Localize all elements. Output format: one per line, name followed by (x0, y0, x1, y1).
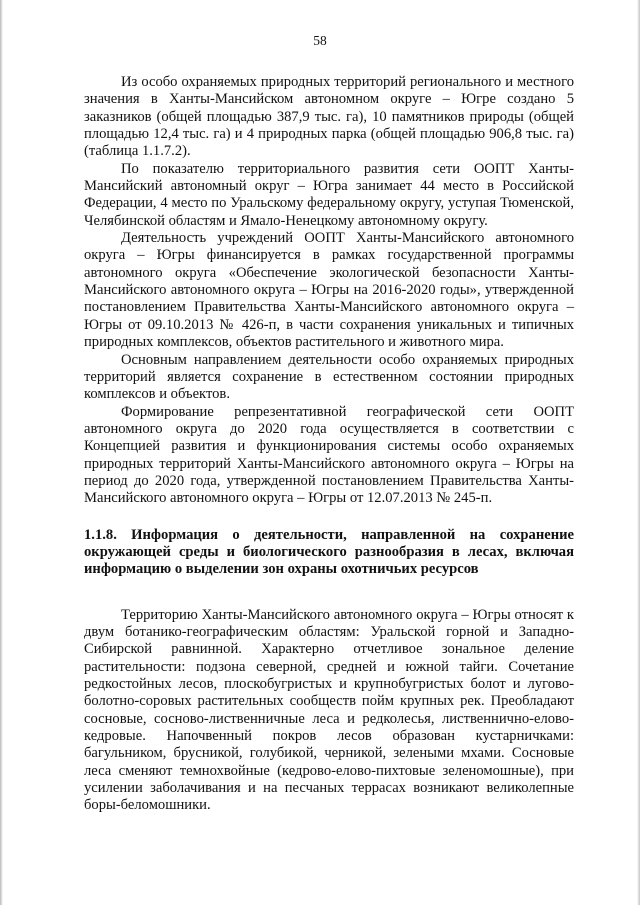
paragraph-vegetation: Территорию Ханты-Мансийского автономного округа – Югры относят к двум ботанико-географическим областям: Уральской горной и Западно-Сибирской равнинной. Характерно отчетливое зональное деление растительности: подзона северной, средней и южной тайги. Сочетание редкостойных лесов, плоскобугристых и крупнобугристых болот и лугово-болотно-соровых растительных сообществ пойм крупных рек. Преобладают сосновые, сосново-лиственничные леса и редколесья, лиственнично-елово-кедровые. Напочвенный покров лесов образован кустарничками: багульником, брусникой, голубикой, черникой, зелеными мхами. Сосновые леса сменяют темнохвойные (кедрово-елово-пихтовые зеленомошные), при усилении заболачивания и на песчаных террасах возникают великолепные боры-беломошники. (84, 606, 574, 814)
section-heading: 1.1.8. Информация о деятельности, направленной на сохранение окружающей среды и биологического разнообразия в лесах, включая информацию о выделении зон охраны охотничьих ресурсов (84, 526, 574, 578)
paragraph-ranking: По показателю территориального развития сети ООПТ Ханты-Мансийский автономный округ – Югра занимает 44 место в Российской Федерации, 4 место по Уральскому федеральному округу, уступая Тюменской, Челябинской областям и Ямало-Ненецкому автономному округу. (84, 160, 574, 229)
paragraph-protected-areas: Из особо охраняемых природных территорий регионального и местного значения в Ханты-Мансийском автономном округе – Югре создано 5 заказников (общей площадью 387,9 тыс. га), 10 памятников природы (общей площадью 12,4 тыс. га) и 4 природных парка (общей площадью 906,8 тыс. га) (таблица 1.1.7.2). (84, 74, 574, 160)
paragraph-main-direction: Основным направлением деятельности особо охраняемых природных территорий является сохранение в естественном состоянии природных комплексов и объектов. (84, 351, 574, 403)
paragraph-network-formation: Формирование репрезентативной географической сети ООПТ автономного округа до 2020 года осуществляется в соответствии с Концепцией развития и функционирования системы особо охраняемых природных территорий Ханты-Мансийского автономного округа – Югры на период до 2020 года, утвержденной постановлением Правительства Ханты-Мансийского автономного округа – Югры от 12.07.2013 № 245-п. (84, 403, 574, 507)
page-content (84, 74, 574, 815)
paragraph-financing: Деятельность учреждений ООПТ Ханты-Мансийского автономного округа – Югры финансируется в рамках государственной программы автономного округа «Обеспечение экологической безопасности Ханты-Мансийского автономного округа – Югры на 2016-2020 годы», утвержденной постановлением Правительства Ханты-Мансийского автономного округа – Югры от 09.10.2013 № 426-п, в части сохранения уникальных и типичных природных комплексов, объектов растительного и животного мира. (84, 230, 574, 351)
scan-edge-left (0, 0, 3, 905)
page-number: 58 (313, 33, 327, 48)
